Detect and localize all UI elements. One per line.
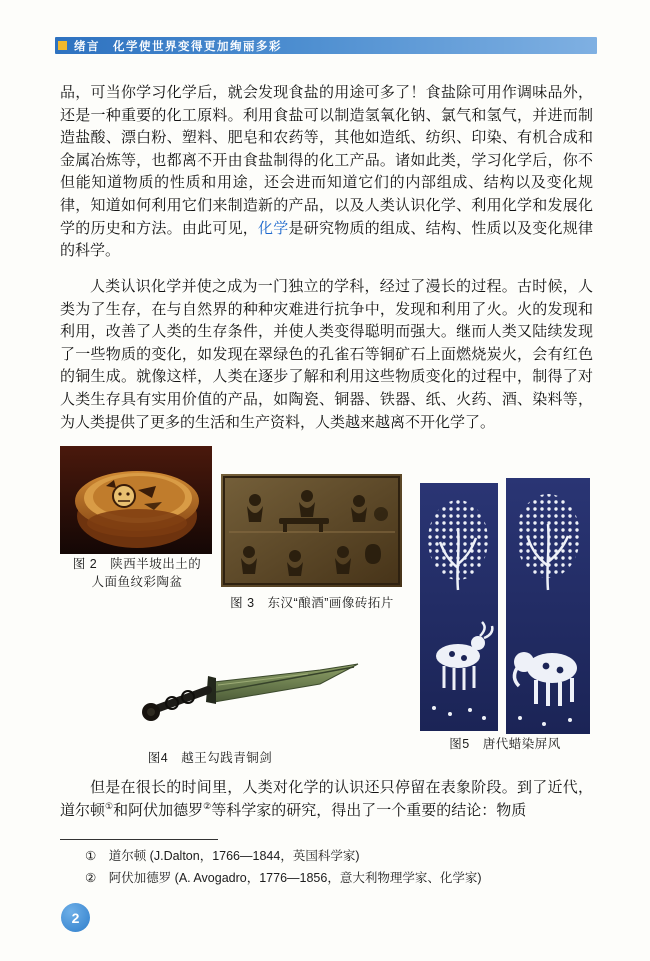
paragraph-modern-chemistry	[60, 777, 593, 822]
figure-2-caption-line1: 图 2 陕西半坡出土的	[72, 557, 202, 571]
brewing-brick-rubbing-image	[221, 474, 402, 587]
batik-panel-right	[506, 478, 590, 734]
header-accent-square-icon	[58, 41, 67, 50]
figure-3-caption: 图 3 东汉“酿酒”画像砖拓片	[230, 596, 394, 610]
pottery-basin-photo	[60, 446, 212, 554]
paragraph-3-text-mid: 和阿伏加德罗	[113, 801, 204, 819]
paragraph-1-text-end: 是研究物质的组成、结构、性质以及变化规律的科学。	[60, 219, 593, 260]
footnote-ref-1: ①	[105, 800, 114, 811]
batik-screen-panels-image	[420, 478, 590, 736]
footnote-divider	[60, 839, 218, 840]
chapter-header	[55, 37, 597, 54]
footnote-ref-2: ②	[203, 800, 212, 811]
paragraph-3-text: 但是在很长的时间里，人类对化学的认识还只停留在表象阶段。到了近代，道尔顿	[60, 779, 593, 819]
bronze-sword-image	[58, 612, 370, 744]
page-number-badge: 2	[61, 903, 90, 932]
batik-panel-left	[420, 483, 498, 731]
chapter-header-title: 绪言 化学使世界变得更加绚丽多彩	[74, 40, 282, 53]
figure-2-caption-line2: 人面鱼纹彩陶盆	[91, 575, 183, 589]
footnote-avogadro: ② 阿伏加德罗 (A. Avogadro，1776—1856，意大利物理学家、化学家)	[85, 871, 482, 885]
figure-4-caption: 图4 越王勾践青铜剑	[147, 751, 273, 765]
paragraph-1-text: 品，可当你学习化学后，就会发现食盐的用途可多了！食盐除可用作调味品外，还是一种重要的化工原料。利用食盐可以制造氢氧化钠、氯气和氢气，并进而制造盐酸、漂白粉、塑料、肥皂和农药等，其他如造纸、纺织、印染、有机合成和金属冶炼等，也都离不开由食盐制得的化工产品。诸如此类，学习化学后，你不但能知道物质的性质和用途，还会进而知道它们的内部组成、结构以及变化规律，知道如何利用它们来制造新的产品，以及人类认识化学、利用化学和发展化学的历史和方法。由此可见，	[60, 84, 593, 237]
footnote-dalton: ① 道尔顿 (J.Dalton，1766—1844，英国科学家)	[85, 849, 360, 863]
paragraph-salt-uses	[60, 82, 593, 263]
figure-5-caption: 图5 唐代蜡染屏风	[449, 737, 561, 751]
highlighted-term-chemistry: 化学	[258, 219, 289, 237]
paragraph-history-of-chemistry: 人类认识化学并使之成为一门独立的学科，经过了漫长的过程。古时候，人类为了生存，在与自然界的种种灾难进行抗争中，发现和利用了火。火的发现和利用，改善了人类的生存条件，并使人类变得聪明而强大。继而人类又陆续发现了一些物质的变化，如发现在翠绿色的孔雀石等铜矿石上面燃烧炭火，会有红色的铜生成。就像这样，人类在逐步了解和利用这些物质变化的过程中，制得了对人类生存具有实用价值的产品，如陶瓷、铜器、铁器、纸、火药、酒、染料等，为人类提供了更多的生活和生产资料，人类越来越离不开化学了。	[60, 278, 593, 431]
paragraph-3-text-end: 等科学家的研究，得出了一个重要的结论：物质	[211, 801, 527, 819]
